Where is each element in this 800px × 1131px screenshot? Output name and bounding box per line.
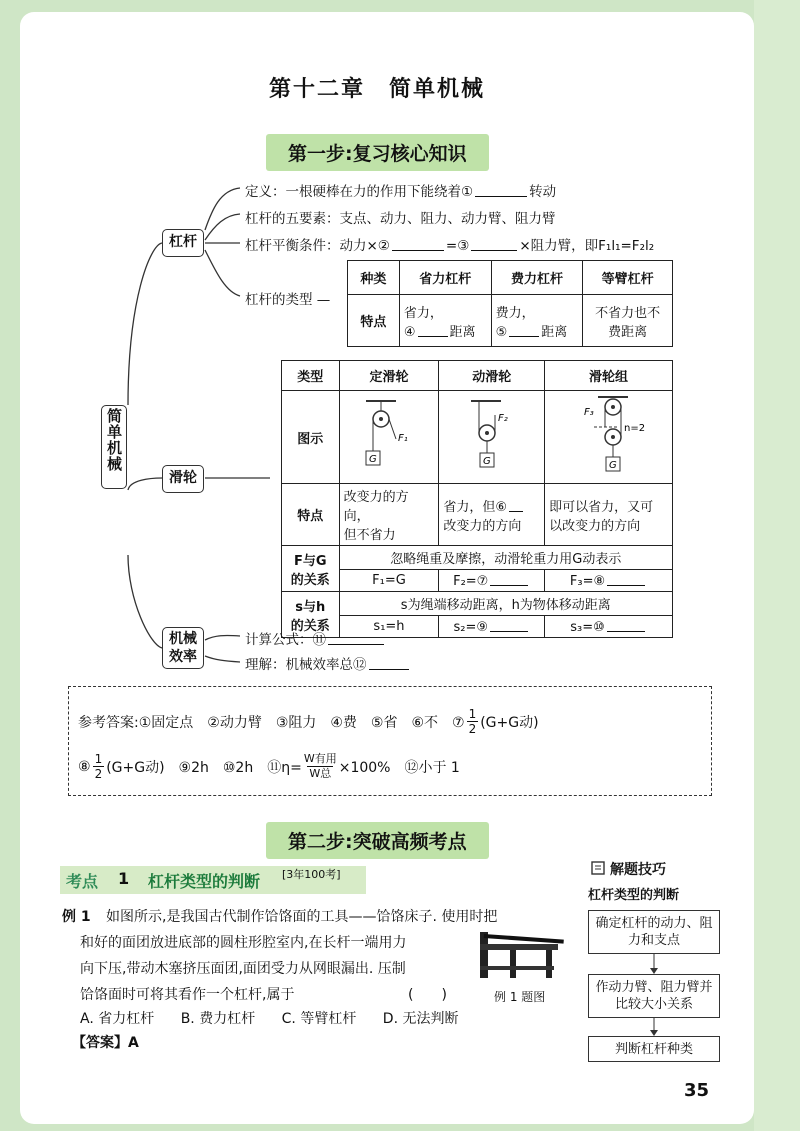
answer-frac-1-num: 1 bbox=[468, 707, 477, 721]
answer-frac-2 bbox=[93, 752, 105, 781]
fixed-pulley-g: G bbox=[368, 454, 377, 465]
lever-cell-1 bbox=[399, 295, 491, 347]
book-icon bbox=[590, 860, 606, 876]
lever-types-table bbox=[347, 260, 673, 347]
lever-balance-pre: 杠杆平衡条件：动力×② bbox=[245, 238, 390, 254]
pulley-row-figure: 图示 bbox=[282, 391, 340, 484]
example-bracket: ( ) bbox=[408, 987, 447, 1003]
sh-value-1: s₁=h bbox=[339, 616, 439, 638]
movable-pulley-figure bbox=[439, 391, 545, 484]
page-number: 35 bbox=[684, 1080, 710, 1101]
answer-eta-frac bbox=[304, 752, 337, 781]
lever-types-text: 杠杆的类型 bbox=[245, 292, 313, 308]
lever-definition-pre: 定义：一根硬棒在力的作用下能绕着① bbox=[245, 184, 474, 200]
lever-cell-2-a: 费力， bbox=[495, 305, 535, 321]
answer-line-2 bbox=[78, 752, 460, 781]
lever-cell-1-c: 距离 bbox=[449, 324, 476, 340]
example-options bbox=[80, 1008, 458, 1028]
pulley-sh-note: s为绳端移动距离，h为物体移动距离 bbox=[339, 592, 672, 616]
pulley-block-figure bbox=[545, 391, 673, 484]
lever-node: 杠杆 bbox=[162, 229, 204, 257]
fixed-pulley-feature bbox=[339, 484, 439, 546]
lever-cell-3-a: 不省力也不 bbox=[595, 305, 661, 321]
efficiency-formula bbox=[245, 628, 386, 648]
fg-value-2-text: F₂=⑦ bbox=[453, 573, 489, 589]
lever-cell-1-b: ④ bbox=[403, 324, 416, 340]
blank-6 bbox=[509, 499, 523, 512]
lever-cell-2-b: ⑤ bbox=[495, 324, 508, 340]
blank-12 bbox=[369, 657, 409, 670]
answer-frac-2-den: 2 bbox=[94, 767, 103, 781]
efficiency-formula-text: 计算公式：⑪ bbox=[245, 632, 326, 648]
lever-types-label: 杠杆的类型 — bbox=[245, 292, 331, 308]
movable-pulley-diagram bbox=[457, 395, 527, 475]
sh-value-2-text: s₂=⑨ bbox=[453, 619, 488, 635]
kaodian-num: 1 bbox=[118, 869, 130, 888]
fg-value-3-text: F₃=⑧ bbox=[569, 573, 606, 589]
blank-3 bbox=[471, 238, 517, 251]
fg-label-b: 的关系 bbox=[290, 572, 330, 588]
fg-value-2 bbox=[439, 570, 545, 592]
pulley-row-feature: 特点 bbox=[282, 484, 340, 546]
lever-cell-3-b: 费距离 bbox=[608, 324, 648, 340]
fg-label-a: F与G bbox=[294, 553, 327, 569]
example-label: 例 1 bbox=[62, 909, 91, 925]
answer-line-1-text: 参考答案:①固定点 ②动力臂 ③阻力 ④费 ⑤省 ⑥不 ⑦ bbox=[78, 714, 465, 731]
lever-balance-post: ×阻力臂，即F₁l₁=F₂l₂ bbox=[519, 238, 655, 254]
efficiency-understanding-text: 理解：机械效率总⑫ bbox=[245, 657, 367, 673]
answer-line-1 bbox=[78, 707, 539, 736]
blank-7 bbox=[490, 573, 528, 586]
answer-line-2-mid: (G+G动) ⑨2h ⑩2h ⑪η= bbox=[106, 759, 302, 776]
example-line-3: 向下压,带动木塞挤压面团,面团受力从网眼漏出. 压制 bbox=[80, 961, 406, 977]
blank-1 bbox=[475, 184, 527, 197]
pulley-block-diagram bbox=[554, 393, 664, 477]
pulley-block-feature bbox=[545, 484, 673, 546]
block-feature-a: 即可以省力，又可 bbox=[549, 499, 654, 515]
sh-value-2 bbox=[439, 616, 545, 638]
fixed-feature-a: 改变力的方向， bbox=[343, 490, 409, 524]
tips-title: 解题技巧 bbox=[610, 862, 666, 878]
mindmap-root bbox=[101, 405, 127, 489]
pulley-fg-note: 忽略绳重及摩擦，动滑轮重力用G动表示 bbox=[339, 546, 672, 570]
tips-subtitle: 杠杆类型的判断 bbox=[588, 888, 680, 903]
hele-press-figure bbox=[470, 926, 570, 982]
answer-eta-den: W总 bbox=[309, 767, 332, 780]
lever-th-2: 费力杠杆 bbox=[491, 261, 583, 295]
fg-value-1: F₁=G bbox=[339, 570, 439, 592]
pulley-fg-label bbox=[282, 546, 340, 592]
example-answer: 【答案】A bbox=[72, 1035, 139, 1051]
tip-step-2: 作动力臂、阻力臂并比较大小关系 bbox=[588, 974, 720, 1018]
lever-cell-1-a: 省力， bbox=[403, 305, 443, 321]
chapter-title: 第十二章 简单机械 bbox=[268, 77, 485, 102]
blank-5 bbox=[509, 324, 539, 337]
movable-feature-a: 省力，但⑥ bbox=[443, 499, 508, 515]
pulley-block-g: G bbox=[608, 460, 617, 471]
answer-frac-2-num: 1 bbox=[94, 752, 103, 766]
blank-4 bbox=[418, 324, 448, 337]
efficiency-node-a: 机械 bbox=[169, 631, 197, 647]
pulley-block-f: F₃ bbox=[583, 407, 594, 418]
movable-pulley-f: F₂ bbox=[497, 413, 508, 424]
sh-label-a: s与h bbox=[295, 599, 326, 615]
answer-frac-1 bbox=[467, 707, 479, 736]
blank-9 bbox=[490, 619, 528, 632]
movable-pulley-feature bbox=[439, 484, 545, 546]
pulley-th-0: 类型 bbox=[282, 361, 340, 391]
blank-11 bbox=[328, 632, 384, 645]
lever-th-1: 省力杠杆 bbox=[399, 261, 491, 295]
sh-value-3-text: s₃=⑩ bbox=[570, 619, 605, 635]
efficiency-node-b: 效率 bbox=[169, 649, 197, 665]
blank-2 bbox=[392, 238, 444, 251]
pulley-node: 滑轮 bbox=[162, 465, 204, 493]
lever-cell-2-c: 距离 bbox=[541, 324, 568, 340]
kaodian-title: 杠杆类型的判断 bbox=[148, 872, 261, 891]
lever-definition-post: 转动 bbox=[529, 184, 557, 200]
example-line-1: 如图所示,是我国古代制作饸饹面的工具——饸饹床子. 使用时把 bbox=[106, 909, 498, 925]
fixed-feature-b: 但不省力 bbox=[343, 528, 396, 543]
movable-pulley-g: G bbox=[482, 456, 491, 467]
blank-8 bbox=[607, 573, 645, 586]
answer-eta-num: W有用 bbox=[303, 752, 337, 765]
kaodian-source: [3年100考] bbox=[282, 868, 341, 881]
answer-line-2-head: ⑧ bbox=[78, 758, 91, 775]
lever-row-label: 特点 bbox=[348, 295, 400, 347]
tip-step-1: 确定杠杆的动力、阻力和支点 bbox=[588, 910, 720, 954]
option-c: C. 等臂杠杆 bbox=[281, 1011, 357, 1027]
fg-value-3 bbox=[545, 570, 673, 592]
movable-feature-b: 改变力的方向 bbox=[443, 518, 522, 534]
lever-cell-3 bbox=[583, 295, 673, 347]
block-feature-b: 以改变力的方向 bbox=[549, 518, 641, 534]
example-line-4: 饸饹面时可将其看作一个杠杆,属于 bbox=[80, 987, 295, 1003]
lever-balance-mid: =③ bbox=[445, 238, 470, 254]
answer-line-2-tail: ×100% ⑫小于 1 bbox=[338, 759, 460, 776]
efficiency-understanding bbox=[245, 653, 411, 673]
step2-banner: 第二步:突破高频考点 bbox=[266, 822, 489, 859]
lever-th-3: 等臂杠杆 bbox=[583, 261, 673, 295]
pulley-th-2: 动滑轮 bbox=[439, 361, 545, 391]
lever-five-elements: 杠杆的五要素：支点、动力、阻力、动力臂、阻力臂 bbox=[245, 211, 556, 227]
example-line-2: 和好的面团放进底部的圆柱形腔室内,在长杆一端用力 bbox=[80, 935, 407, 951]
option-d: D. 无法判断 bbox=[382, 1011, 459, 1027]
fixed-pulley-figure bbox=[339, 391, 439, 484]
tips-arrows bbox=[646, 954, 662, 1038]
fixed-pulley-diagram bbox=[354, 395, 424, 475]
lever-cell-2 bbox=[491, 295, 583, 347]
blank-10 bbox=[607, 619, 645, 632]
figure-caption: 例 1 题图 bbox=[494, 990, 546, 1004]
pulley-block-n: n=2 bbox=[623, 423, 645, 434]
sh-label-b: 的关系 bbox=[290, 618, 330, 634]
pulley-th-1: 定滑轮 bbox=[339, 361, 439, 391]
pulley-table bbox=[281, 360, 673, 638]
lever-definition bbox=[245, 180, 556, 200]
tip-step-3: 判断杠杆种类 bbox=[588, 1036, 720, 1062]
answer-line-1-tail: (G+G动) bbox=[480, 714, 539, 731]
step1-banner: 第一步:复习核心知识 bbox=[266, 134, 489, 171]
option-a: A. 省力杠杆 bbox=[80, 1011, 155, 1027]
sh-value-3 bbox=[545, 616, 673, 638]
answer-frac-1-den: 2 bbox=[468, 722, 477, 736]
lever-th-0: 种类 bbox=[348, 261, 400, 295]
fixed-pulley-f: F₁ bbox=[397, 433, 408, 444]
kaodian-tag: 考点 bbox=[66, 872, 99, 891]
mindmap-root-text: 简单机械 bbox=[105, 408, 123, 472]
lever-balance bbox=[245, 234, 654, 254]
option-b: B. 费力杠杆 bbox=[180, 1011, 256, 1027]
pulley-th-3: 滑轮组 bbox=[545, 361, 673, 391]
efficiency-node bbox=[162, 627, 204, 669]
